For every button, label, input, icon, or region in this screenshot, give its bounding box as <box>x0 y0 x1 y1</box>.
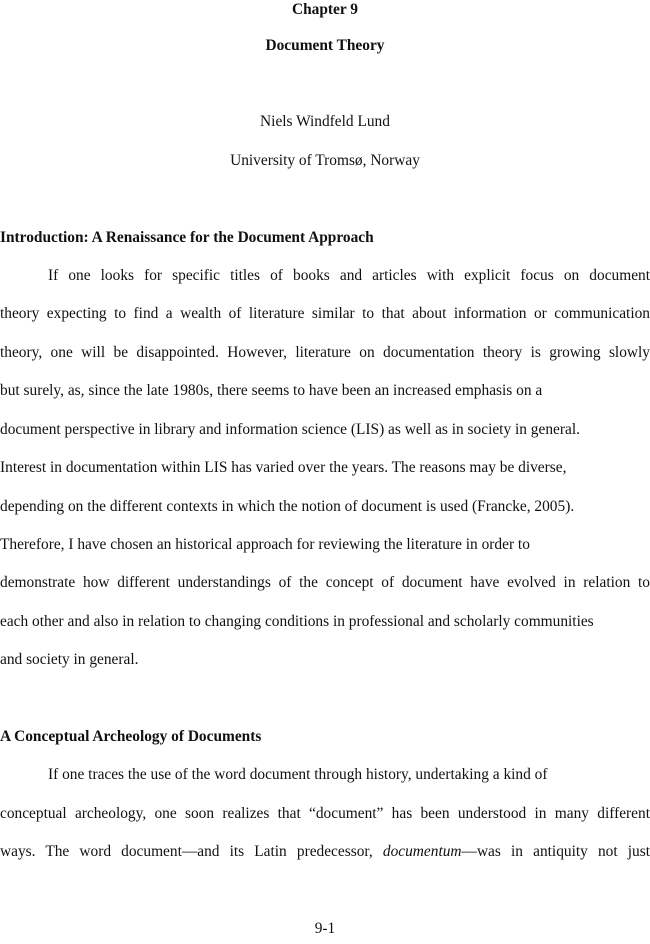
section-heading-archeology: A Conceptual Archeology of Documents <box>0 728 262 745</box>
paragraph-line-mixed <box>0 842 650 861</box>
paragraph-text: —was in antiquity not just <box>461 843 650 860</box>
author-name: Niels Windfeld Lund <box>260 113 390 130</box>
paragraph-line: theory expecting to find a wealth of literature similar to that about information or communication <box>0 305 650 322</box>
paragraph-line: each other and also in relation to changing conditions in professional and scholarly communities <box>0 613 594 630</box>
paragraph-line: Interest in documentation within LIS has varied over the years. The reasons may be diverse, <box>0 459 567 476</box>
page-number: 9-1 <box>314 920 336 937</box>
paragraph-text: ways. The word document—and its Latin predecessor, <box>0 843 383 860</box>
paragraph-line: If one looks for specific titles of books and articles with explicit focus on document <box>48 267 650 284</box>
chapter-label: Chapter 9 <box>292 1 358 18</box>
paragraph-line: conceptual archeology, one soon realizes that “document” has been understood in many different <box>0 805 650 822</box>
paragraph-line: theory, one will be disappointed. However, literature on documentation theory is growing slowly <box>0 344 650 361</box>
paragraph-line: If one traces the use of the word document through history, undertaking a kind of <box>48 766 548 783</box>
document-title: Document Theory <box>265 37 385 54</box>
paragraph-line: document perspective in library and information science (LIS) as well as in society in general. <box>0 421 580 438</box>
section-heading-introduction: Introduction: A Renaissance for the Document Approach <box>0 229 374 246</box>
paragraph-line: depending on the different contexts in which the notion of document is used (Francke, 2005). <box>0 498 575 515</box>
paragraph-line: but surely, as, since the late 1980s, there seems to have been an increased emphasis on a <box>0 382 543 399</box>
paragraph-line: demonstrate how different understandings of the concept of document have evolved in relation to <box>0 574 650 591</box>
latin-term: documentum <box>382 843 462 860</box>
paragraph-line: Therefore, I have chosen an historical approach for reviewing the literature in order to <box>0 536 530 553</box>
author-affiliation: University of Tromsø, Norway <box>230 152 420 169</box>
paragraph-line: and society in general. <box>0 651 139 668</box>
